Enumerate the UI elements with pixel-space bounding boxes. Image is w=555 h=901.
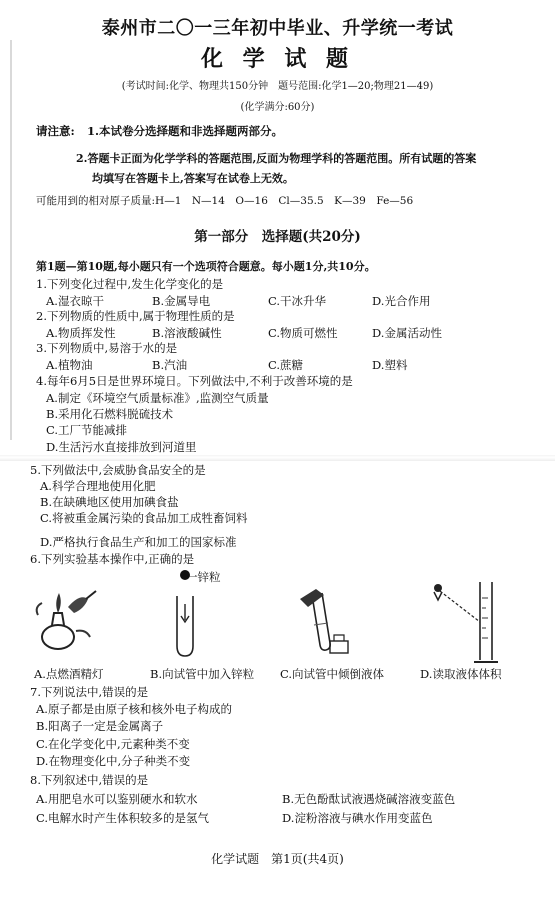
notes-label: 请注意: bbox=[36, 124, 75, 138]
q1-option-a: A.湿衣晾干 bbox=[46, 294, 104, 308]
q6-stem: 6.下列实验基本操作中,正确的是 bbox=[30, 552, 195, 566]
graduated-cylinder-figure bbox=[430, 578, 510, 668]
q2-option-d: D.金属活动性 bbox=[372, 326, 442, 340]
zinc-label: 一锌粒 bbox=[186, 570, 221, 584]
q6-option-b: B.向试管中加入锌粒 bbox=[150, 667, 255, 681]
page-seam bbox=[0, 455, 555, 461]
q2-option-b: B.溶液酸碱性 bbox=[152, 326, 222, 340]
section-instructions: 第1题—第10题,每小题只有一个选项符合题意。每小题1分,共10分。 bbox=[36, 260, 376, 273]
q3-option-a: A.植物油 bbox=[46, 358, 93, 372]
q5-option-c: C.将被重金属污染的食品加工成牲畜饲料 bbox=[40, 511, 248, 525]
q3-option-d: D.塑料 bbox=[372, 358, 408, 372]
q8-option-b: B.无色酚酞试液遇烧碱溶液变蓝色 bbox=[282, 792, 456, 806]
exam-info: (考试时间:化学、物理共150分钟 题号范围:化学1—20;物理21—49) bbox=[121, 81, 434, 92]
q1-stem: 1.下列变化过程中,发生化学变化的是 bbox=[36, 277, 224, 291]
q7-stem: 7.下列说法中,错误的是 bbox=[30, 685, 149, 699]
q6-option-d: D.读取液体体积 bbox=[420, 667, 502, 681]
q7-option-b: B.阳离子一定是金属离子 bbox=[36, 719, 164, 733]
q2-option-a: A.物质挥发性 bbox=[46, 326, 116, 340]
exam-score: (化学满分:60分) bbox=[240, 102, 315, 113]
alcohol-lamp-figure bbox=[28, 585, 100, 657]
q7-option-c: C.在化学变化中,元素种类不变 bbox=[36, 737, 190, 751]
q4-option-a: A.制定《环境空气质量标准》,监测空气质量 bbox=[46, 391, 269, 405]
note-2a: 2.答题卡正面为化学学科的答题范围,反面为物理学科的答题范围。所有试题的答案 bbox=[76, 152, 477, 165]
page-footer: 化学试题 第1页(共4页) bbox=[211, 852, 344, 866]
q4-option-b: B.采用化石燃料脱硫技术 bbox=[46, 407, 174, 421]
q5-option-b: B.在缺碘地区使用加碘食盐 bbox=[40, 495, 179, 509]
q7-option-a: A.原子都是由原子核和核外电子构成的 bbox=[36, 702, 232, 716]
pouring-liquid-figure bbox=[290, 585, 360, 663]
q8-option-a: A.用肥皂水可以鉴别硬水和软水 bbox=[36, 792, 198, 806]
q6-option-c: C.向试管中倾倒液体 bbox=[280, 667, 385, 681]
q7-option-d: D.在物理变化中,分子种类不变 bbox=[36, 754, 191, 768]
q8-option-c: C.电解水时产生体积较多的是氢气 bbox=[36, 811, 210, 825]
q3-option-c: C.蔗糖 bbox=[268, 358, 304, 372]
q5-stem: 5.下列做法中,会威胁食品安全的是 bbox=[30, 463, 206, 477]
q5-option-d: D.严格执行食品生产和加工的国家标准 bbox=[40, 535, 237, 549]
q4-option-d: D.生活污水直接排放到河道里 bbox=[46, 440, 197, 454]
q4-stem: 4.每年6月5日是世界环境日。下列做法中,不利于改善环境的是 bbox=[36, 374, 353, 388]
q5-option-a: A.科学合理地使用化肥 bbox=[40, 479, 156, 493]
q8-option-d: D.淀粉溶液与碘水作用变蓝色 bbox=[282, 811, 433, 825]
atomic-mass: 可能用到的相对原子质量:H—1 N—14 O—16 Cl—35.5 K—39 Fe—56 bbox=[36, 195, 414, 207]
q3-option-b: B.汽油 bbox=[152, 358, 188, 372]
q8-stem: 8.下列叙述中,错误的是 bbox=[30, 773, 149, 787]
q4-option-c: C.工厂节能减排 bbox=[46, 423, 128, 437]
exam-title: 泰州市二〇一三年初中毕业、升学统一考试 bbox=[101, 18, 454, 39]
q1-option-b: B.金属导电 bbox=[152, 294, 211, 308]
q1-option-d: D.光合作用 bbox=[372, 294, 431, 308]
q1-option-c: C.干冰升华 bbox=[268, 294, 327, 308]
section-title: 第一部分 选择题(共20分) bbox=[194, 229, 361, 245]
q6-option-a: A.点燃酒精灯 bbox=[34, 667, 104, 681]
q2-option-c: C.物质可燃性 bbox=[268, 326, 338, 340]
q3-stem: 3.下列物质中,易溶于水的是 bbox=[36, 341, 178, 355]
note-2b: 均填写在答题卡上,答案写在试卷上无效。 bbox=[92, 172, 294, 185]
note-1: 1.本试卷分选择题和非选择题两部分。 bbox=[87, 124, 284, 138]
q2-stem: 2.下列物质的性质中,属于物理性质的是 bbox=[36, 309, 235, 323]
exam-subject: 化 学 试 题 bbox=[201, 46, 354, 72]
